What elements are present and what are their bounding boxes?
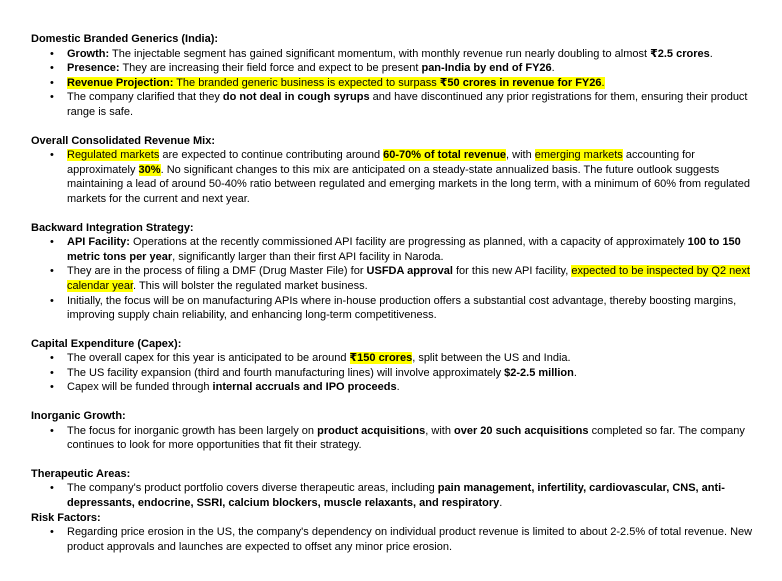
body-text: . No significant changes to this mix are anticipated on a steady-state annualized basis. The future outlook suggests maintaining a lead of around 50-40% ratio between regulated and emerging markets in the long term, with a minimum of 60% from regulated markets for the current and next year. bbox=[67, 163, 750, 205]
bullet-list bbox=[31, 47, 762, 120]
bullet-item bbox=[31, 366, 762, 381]
bold-text: pain management, infertility, cardiovascular, CNS, anti-depressants, endocrine, SSRI, calcium blockers, muscle relaxants, and respiratory bbox=[67, 482, 725, 510]
bullet-item bbox=[31, 481, 762, 510]
body-text: The US facility expansion (third and fourth manufacturing lines) will involve approximately bbox=[67, 366, 505, 379]
bullet-item bbox=[31, 76, 762, 91]
section-heading: Backward Integration Strategy: bbox=[31, 221, 194, 234]
bullet-item bbox=[31, 47, 762, 62]
body-text: and have discontinued any prior registrations for them, ensuring their product range is safe. bbox=[67, 91, 748, 118]
body-text: . bbox=[709, 47, 713, 60]
highlighted-text: expected to be inspected by Q2 next calendar year bbox=[67, 265, 750, 292]
body-text: The overall capex for this year is anticipated to be around bbox=[67, 352, 350, 365]
highlighted-text: The branded generic business is expected to surpass bbox=[173, 76, 440, 89]
body-text: Initially, the focus will be on manufacturing APIs where in-house production offers a substantial cost advantage, thereby boosting margins, improving supply chain reliability, and enhancing long-term competitiveness. bbox=[67, 294, 737, 322]
document-body bbox=[31, 32, 762, 554]
bullet-list bbox=[31, 351, 762, 395]
bullet-list bbox=[31, 424, 762, 453]
body-text: Capex will be funded through bbox=[67, 381, 213, 394]
bullet-item bbox=[31, 424, 762, 453]
bullet-list bbox=[31, 235, 762, 323]
highlighted-text: ₹50 crores in revenue for FY26 bbox=[439, 76, 602, 89]
body-text: for this new API facility, bbox=[452, 265, 572, 278]
bullet-item bbox=[31, 90, 762, 119]
section-heading: Therapeutic Areas: bbox=[31, 467, 131, 480]
bullet-item bbox=[31, 294, 762, 323]
bold-text: 100 to 150 metric tons per year bbox=[67, 236, 741, 263]
bold-text: Presence: bbox=[67, 62, 120, 75]
bullet-item bbox=[31, 264, 762, 293]
body-text: . This will bolster the regulated market business. bbox=[133, 279, 368, 292]
section bbox=[31, 221, 762, 323]
bullet-list bbox=[31, 525, 762, 554]
body-text: Regarding price erosion in the US, the company's dependency on individual product revenue is limited to about 2-2.5% of total revenue. New product approvals and launches are expected to offset any minor price erosion. bbox=[67, 526, 753, 553]
bullet-item bbox=[31, 61, 762, 76]
body-text: . bbox=[396, 381, 400, 394]
bold-text: pan-India by end of FY26 bbox=[421, 62, 552, 75]
section bbox=[31, 409, 762, 453]
body-text: are expected to continue contributing around bbox=[159, 149, 384, 162]
body-text: The focus for inorganic growth has been largely on bbox=[67, 424, 318, 437]
bullet-item bbox=[31, 525, 762, 554]
section bbox=[31, 134, 762, 207]
highlighted-text: Revenue Projection: bbox=[67, 76, 174, 89]
body-text: , split between the US and India. bbox=[412, 352, 571, 365]
body-text: They are in the process of filing a DMF (Drug Master File) for bbox=[67, 265, 367, 278]
bold-text: USFDA approval bbox=[366, 265, 453, 278]
body-text: The company clarified that they bbox=[67, 91, 223, 104]
section-heading: Inorganic Growth: bbox=[31, 410, 126, 423]
section bbox=[31, 337, 762, 395]
bold-text: API Facility: bbox=[67, 236, 130, 249]
section-heading: Capital Expenditure (Capex): bbox=[31, 337, 182, 350]
bullet-list bbox=[31, 148, 762, 206]
body-text: . bbox=[573, 366, 577, 379]
body-text: accounting for approximately bbox=[67, 149, 695, 176]
bullet-item bbox=[31, 351, 762, 366]
highlighted-text: Regulated markets bbox=[67, 149, 160, 162]
bold-text: over 20 such acquisitions bbox=[454, 424, 589, 437]
bold-text: product acquisitions bbox=[317, 424, 426, 437]
body-text: . bbox=[499, 497, 503, 510]
bullet-item bbox=[31, 148, 762, 206]
bold-text: do not deal in cough syrups bbox=[222, 91, 370, 104]
body-text: completed so far. The company continues to look for more opportunities that fit their strategy. bbox=[67, 424, 745, 452]
section bbox=[31, 32, 762, 120]
body-text: They are increasing their field force and expect to be present bbox=[119, 62, 422, 75]
bold-text: $2-2.5 million bbox=[504, 366, 574, 379]
body-text: , with bbox=[506, 149, 535, 162]
section-heading: Risk Factors: bbox=[31, 511, 101, 524]
bold-text: Growth: bbox=[67, 47, 110, 60]
bold-text: internal accruals and IPO proceeds bbox=[212, 381, 397, 394]
body-text: . bbox=[551, 62, 555, 75]
section bbox=[31, 511, 762, 555]
highlighted-text: 60-70% of total revenue bbox=[383, 149, 507, 162]
highlighted-text: . bbox=[601, 76, 605, 89]
highlighted-text: 30% bbox=[138, 163, 161, 176]
bullet-item bbox=[31, 380, 762, 395]
body-text: , significantly larger than their first API facility in Naroda. bbox=[172, 250, 444, 263]
highlighted-text: emerging markets bbox=[534, 149, 623, 162]
section-heading: Domestic Branded Generics (India): bbox=[31, 33, 219, 45]
body-text: Operations at the recently commissioned API facility are progressing as planned, with a capacity of approximately bbox=[129, 236, 688, 249]
section-heading: Overall Consolidated Revenue Mix: bbox=[31, 134, 215, 147]
body-text: The company's product portfolio covers diverse therapeutic areas, including bbox=[67, 482, 438, 495]
section bbox=[31, 467, 762, 511]
bold-text: ₹2.5 crores bbox=[650, 47, 710, 60]
highlighted-text: ₹150 crores bbox=[349, 352, 413, 365]
body-text: , with bbox=[425, 424, 455, 437]
body-text: The injectable segment has gained significant momentum, with monthly revenue run nearly doubling to almost bbox=[109, 47, 651, 60]
bullet-list bbox=[31, 481, 762, 510]
bullet-item bbox=[31, 235, 762, 264]
